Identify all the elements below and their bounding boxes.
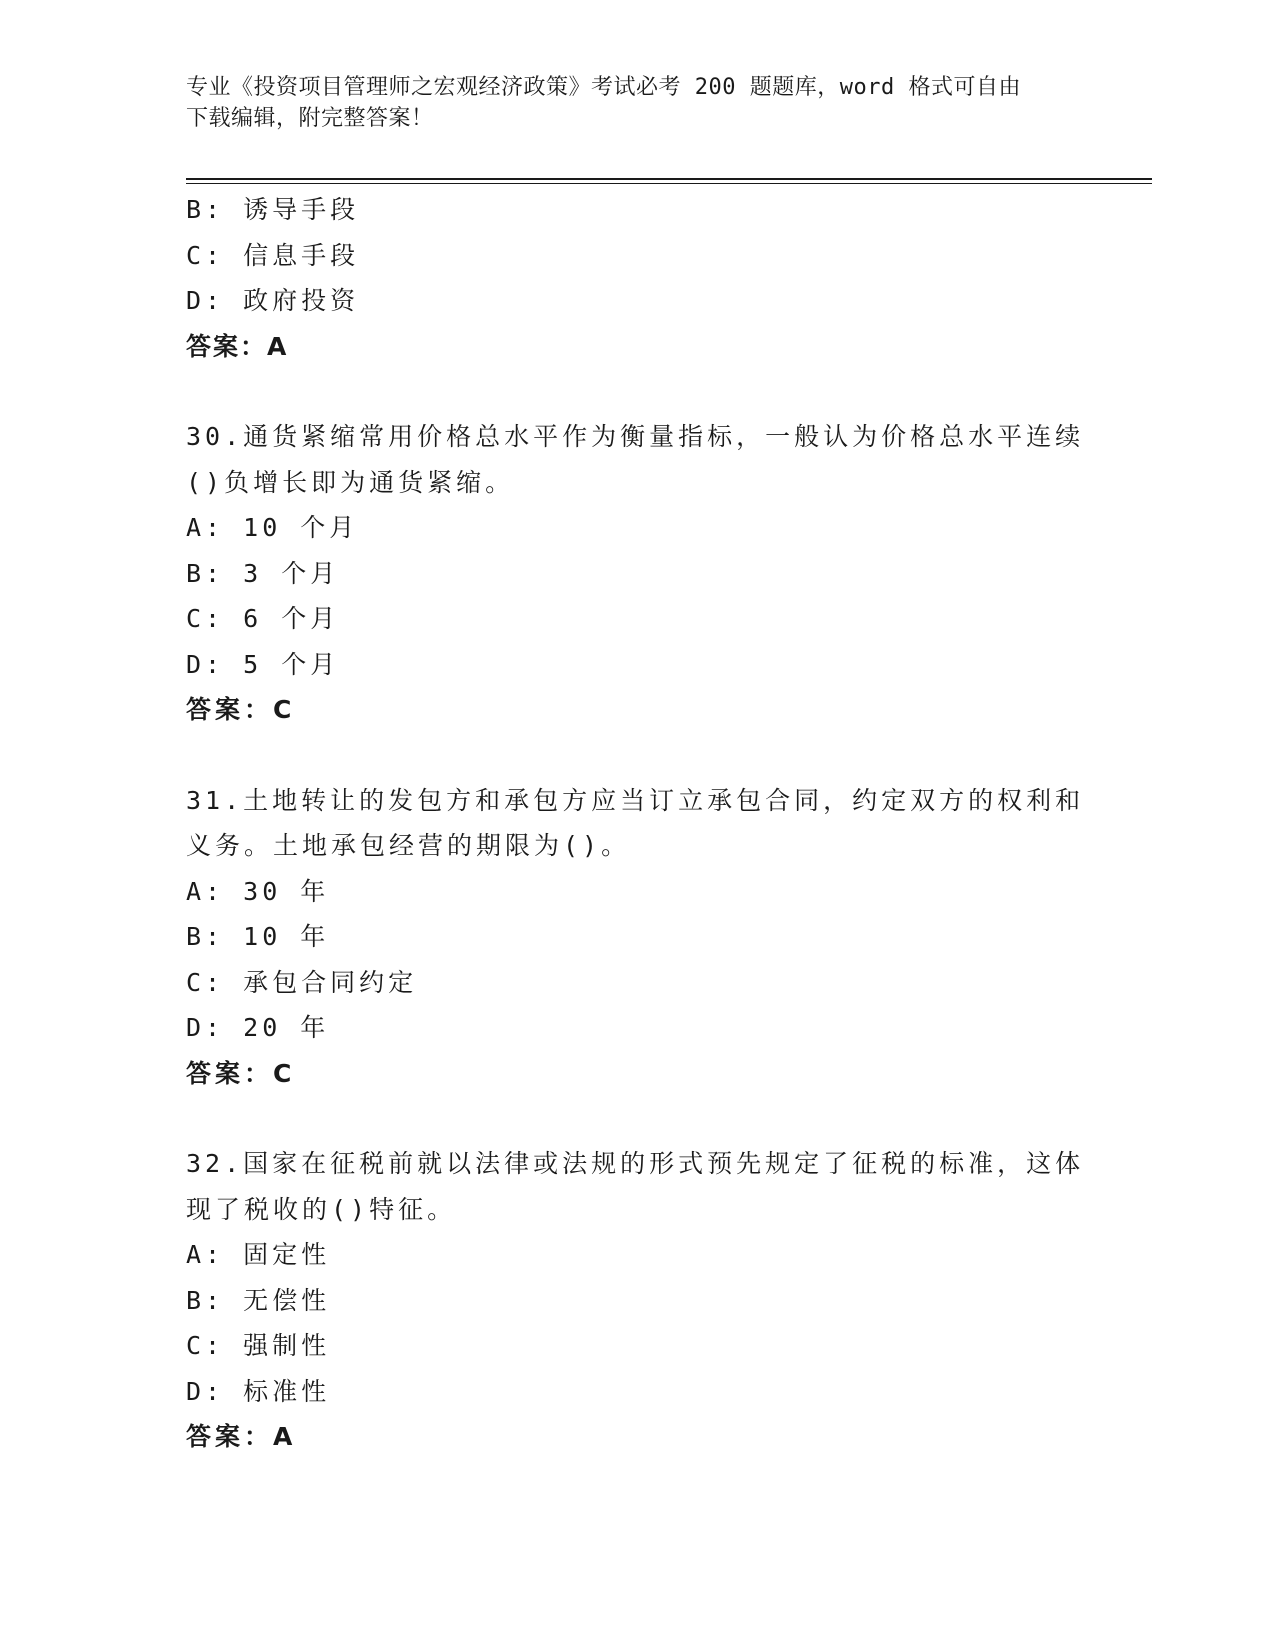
question-text-line-2: 现了税收的()特征。 xyxy=(186,1194,457,1224)
question-block-29 xyxy=(186,187,1086,369)
document-header xyxy=(186,72,1066,134)
question-text-line-2: 义务。土地承包经营的期限为()。 xyxy=(186,831,631,860)
option-a: A: 10 个月 xyxy=(186,513,359,542)
option-c: C: 强制性 xyxy=(186,1331,331,1360)
header-rule-thick xyxy=(186,178,1152,180)
header-line-2: 下载编辑，附完整答案！ xyxy=(186,106,434,131)
option-b: B: 3 个月 xyxy=(186,558,340,588)
question-text-line-2: ()负增长即为通货紧缩。 xyxy=(186,467,515,497)
option-c: C: 信息手段 xyxy=(186,240,360,270)
question-block-31 xyxy=(186,778,1086,1097)
question-list xyxy=(186,187,1086,1505)
option-d: D: 标准性 xyxy=(186,1376,331,1406)
option-b: B: 诱导手段 xyxy=(186,195,360,224)
question-block-32 xyxy=(186,1141,1086,1460)
option-b: B: 无偿性 xyxy=(186,1285,331,1315)
header-line-1: 专业《投资项目管理师之宏观经济政策》考试必考 200 题题库，word 格式可自由 xyxy=(186,75,1021,100)
option-d: D: 政府投资 xyxy=(186,286,360,315)
option-b: B: 10 年 xyxy=(186,922,330,951)
header-rule-thin xyxy=(186,183,1152,184)
question-block-30 xyxy=(186,414,1086,733)
option-c: C: 承包合同约定 xyxy=(186,967,418,997)
option-d: D: 20 年 xyxy=(186,1013,330,1042)
question-text-line-1: 32.国家在征税前就以法律或法规的形式预先规定了征税的标准，这体 xyxy=(186,1149,1085,1178)
answer-label: 答案：A xyxy=(186,1422,297,1451)
question-text-line-1: 30.通货紧缩常用价格总水平作为衡量指标，一般认为价格总水平连续 xyxy=(186,422,1085,451)
option-c: C: 6 个月 xyxy=(186,604,340,633)
answer-label: 答案：A xyxy=(186,331,289,361)
answer-label: 答案：C xyxy=(186,695,296,724)
option-d: D: 5 个月 xyxy=(186,649,340,679)
option-a: A: 30 年 xyxy=(186,876,330,906)
question-text-line-1: 31.土地转让的发包方和承包方应当订立承包合同，约定双方的权利和 xyxy=(186,785,1085,815)
option-a: A: 固定性 xyxy=(186,1240,331,1269)
answer-label: 答案：C xyxy=(186,1058,296,1088)
